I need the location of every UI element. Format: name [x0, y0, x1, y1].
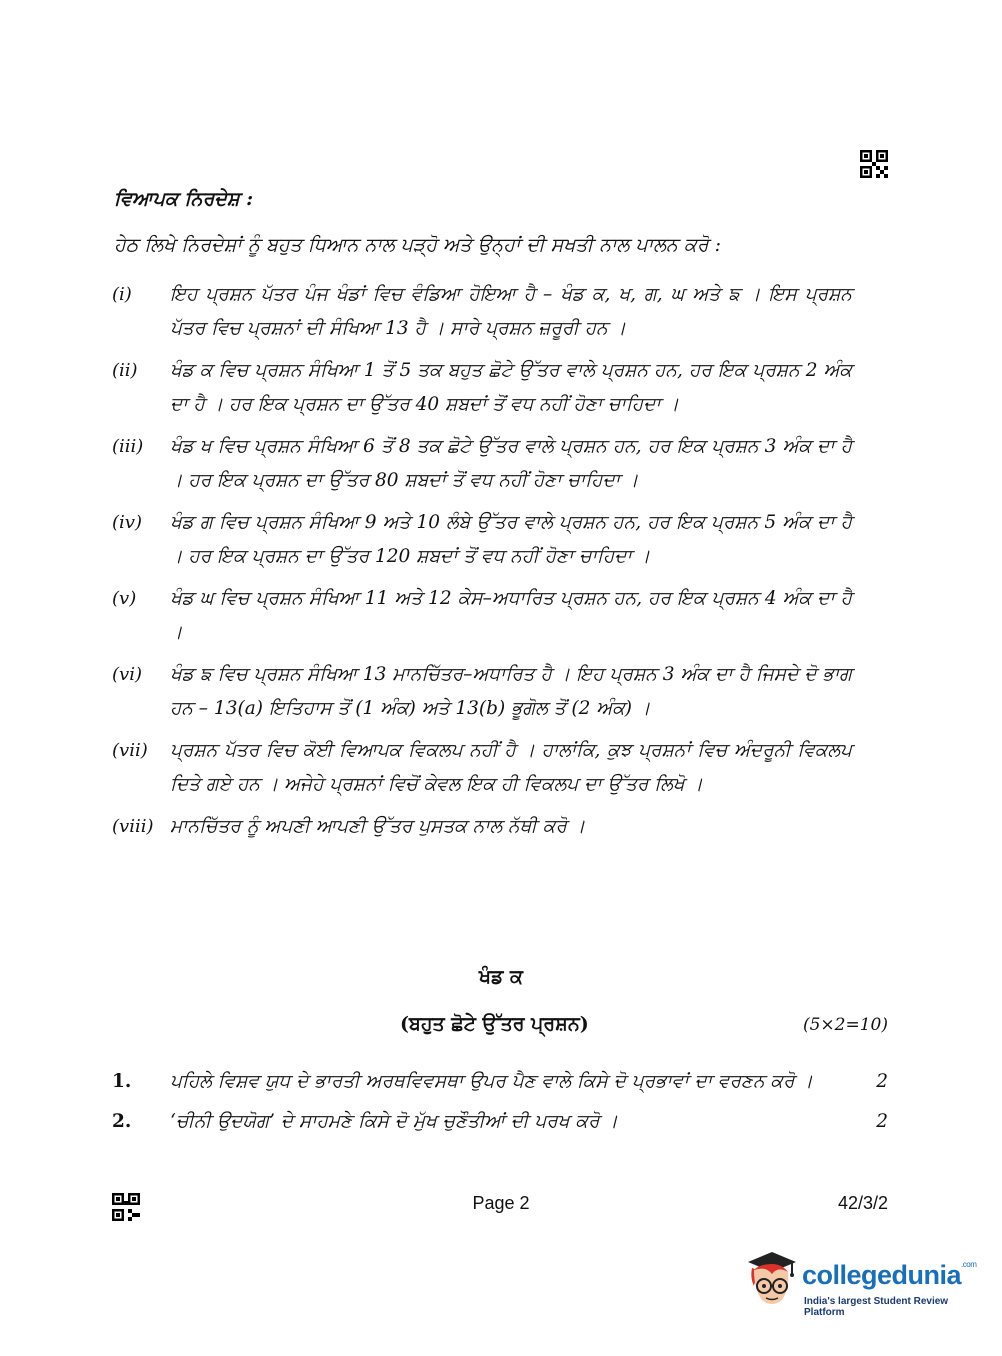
instruction-number: (vii) — [112, 740, 148, 761]
instruction-number: (iv) — [112, 512, 142, 533]
instruction-text: ਖੰਡ ਗ ਵਿਚ ਪ੍ਰਸ਼ਨ ਸੰਖਿਆ 9 ਅਤੇ 10 ਲੰਬੇ ਉੱਤਰ ਵਾਲੇ ਪ੍ਰਸ਼ਨ ਹਨ, ਹਰ ਇਕ ਪ੍ਰਸ਼ਨ 5 ਅੰਕ ਦਾ ਹੈ । ਹਰ ਇਕ ਪ੍ਰਸ਼ਨ ਦਾ ਉੱਤਰ 120 ਸ਼ਬਦਾਂ ਤੋਂ ਵਧ ਨਹੀਂ ਹੋਣਾ ਚਾਹਿਦਾ । — [170, 512, 852, 567]
question-marks: 2 — [876, 1111, 888, 1132]
instructions-intro: ਹੇਠ ਲਿਖੇ ਨਿਰਦੇਸ਼ਾਂ ਨੂੰ ਬਹੁਤ ਧਿਆਨ ਨਾਲ ਪੜ੍ਹੋ ਅਤੇ ਉਨ੍ਹਾਂ ਦੀ ਸਖਤੀ ਨਾਲ ਪਾਲਨ ਕਰੋ : — [114, 234, 722, 256]
question-marks: 2 — [876, 1071, 888, 1092]
instruction-number: (vi) — [112, 664, 142, 685]
instruction-item — [112, 582, 852, 650]
question-number: 2. — [112, 1111, 132, 1132]
instruction-item — [112, 810, 852, 844]
instruction-text: ਖੰਡ ਘ ਵਿਚ ਪ੍ਰਸ਼ਨ ਸੰਖਿਆ 11 ਅਤੇ 12 ਕੇਸ–ਅਧਾਰਿਤ ਪ੍ਰਸ਼ਨ ਹਨ, ਹਰ ਇਕ ਪ੍ਰਸ਼ਨ 4 ਅੰਕ ਦਾ ਹੈ । — [170, 588, 852, 643]
instruction-text: ਪ੍ਰਸ਼ਨ ਪੱਤਰ ਵਿਚ ਕੋਈ ਵਿਆਪਕ ਵਿਕਲਪ ਨਹੀਂ ਹੈ । ਹਾਲਾਂਕਿ, ਕੁਝ ਪ੍ਰਸ਼ਨਾਂ ਵਿਚ ਅੰਦਰੂਨੀ ਵਿਕਲਪ ਦਿਤੇ ਗਏ ਹਨ । ਅਜੇਹੇ ਪ੍ਰਸ਼ਨਾਂ ਵਿਚੋਂ ਕੇਵਲ ਇਕ ਹੀ ਵਿਕਲਪ ਦਾ ਉੱਤਰ ਲਿਖੋ । — [170, 740, 852, 795]
section-title: ਖੰਡ ਕ — [479, 966, 523, 988]
instruction-item — [112, 278, 852, 346]
page-number: Page 2 — [472, 1193, 530, 1213]
instruction-number: (viii) — [112, 816, 154, 837]
student-mascot-icon — [742, 1248, 798, 1314]
paper-code: 42/3/2 — [837, 1193, 888, 1213]
general-instructions-title: ਵਿਆਪਕ ਨਿਰਦੇਸ਼ : — [114, 188, 254, 210]
section-subtitle: (ਬਹੁਤ ਛੋਟੇ ਉੱਤਰ ਪ੍ਰਸ਼ਨ) — [400, 1013, 589, 1035]
instruction-item — [112, 354, 852, 422]
instruction-text: ਖੰਡ ਙ ਵਿਚ ਪ੍ਰਸ਼ਨ ਸੰਖਿਆ 13 ਮਾਨਚਿੱਤਰ–ਅਧਾਰਿਤ ਹੈ । ਇਹ ਪ੍ਰਸ਼ਨ 3 ਅੰਕ ਦਾ ਹੈ ਜਿਸਦੇ ਦੋ ਭਾਗ ਹਨ – 13(a) ਇਤਿਹਾਸ ਤੋਂ (1 ਅੰਕ) ਅਤੇ 13(b) ਭੂਗੋਲ ਤੋਂ (2 ਅੰਕ) । — [170, 664, 852, 719]
instruction-text: ਖੰਡ ਖ ਵਿਚ ਪ੍ਰਸ਼ਨ ਸੰਖਿਆ 6 ਤੋਂ 8 ਤਕ ਛੋਟੇ ਉੱਤਰ ਵਾਲੇ ਪ੍ਰਸ਼ਨ ਹਨ, ਹਰ ਇਕ ਪ੍ਰਸ਼ਨ 3 ਅੰਕ ਦਾ ਹੈ । ਹਰ ਇਕ ਪ੍ਰਸ਼ਨ ਦਾ ਉੱਤਰ 80 ਸ਼ਬਦਾਂ ਤੋਂ ਵਧ ਨਹੀਂ ਹੋਣਾ ਚਾਹਿਦਾ । — [170, 436, 852, 491]
instruction-item — [112, 658, 852, 726]
brand-suffix: .com — [961, 1260, 977, 1269]
instruction-item — [112, 734, 852, 802]
question-text: ‘ਚੀਨੀ ਉਦਯੋਗ’ ਦੇ ਸਾਹਮਣੇ ਕਿਸੇ ਦੋ ਮੁੱਖ ਚੁਣੌਤੀਆਂ ਦੀ ਪਰਖ ਕਰੋ । — [170, 1111, 618, 1132]
brand-name-text: collegedunia — [802, 1260, 962, 1290]
instruction-number: (i) — [112, 284, 132, 305]
instruction-item — [112, 506, 852, 574]
qr-code-top-icon — [860, 150, 888, 178]
questions-list — [112, 1064, 888, 1140]
instruction-number: (v) — [112, 588, 137, 609]
question-item — [112, 1064, 888, 1100]
section-marks: (5×2=10) — [802, 1015, 888, 1035]
question-text: ਪਹਿਲੇ ਵਿਸ਼ਵ ਯੁਧ ਦੇ ਭਾਰਤੀ ਅਰਥਵਿਵਸਥਾ ਉਪਰ ਪੈਣ ਵਾਲੇ ਕਿਸੇ ਦੋ ਪ੍ਰਭਾਵਾਂ ਦਾ ਵਰਣਨ ਕਰੋ । — [170, 1071, 813, 1092]
instructions-list — [112, 278, 852, 844]
collegedunia-watermark[interactable] — [742, 1248, 977, 1318]
instruction-number: (iii) — [112, 436, 144, 457]
instruction-text: ਇਹ ਪ੍ਰਸ਼ਨ ਪੱਤਰ ਪੰਜ ਖੰਡਾਂ ਵਿਚ ਵੰਡਿਆ ਹੋਇਆ ਹੈ – ਖੰਡ ਕ, ਖ, ਗ, ਘ ਅਤੇ ਙ । ਇਸ ਪ੍ਰਸ਼ਨ ਪੱਤਰ ਵਿਚ ਪ੍ਰਸ਼ਨਾਂ ਦੀ ਸੰਖਿਆ 13 ਹੈ । ਸਾਰੇ ਪ੍ਰਸ਼ਨ ਜ਼ਰੂਰੀ ਹਨ । — [170, 284, 852, 339]
brand-name — [802, 1260, 976, 1291]
question-item — [112, 1104, 888, 1140]
instruction-number: (ii) — [112, 360, 138, 381]
instruction-item — [112, 430, 852, 498]
brand-tagline: India's largest Student Review Platform — [804, 1296, 949, 1318]
instruction-text: ਮਾਨਚਿੱਤਰ ਨੂੰ ਅਪਣੀ ਆਪਣੀ ਉੱਤਰ ਪੁਸਤਕ ਨਾਲ ਨੱਥੀ ਕਰੋ । — [170, 816, 586, 837]
question-number: 1. — [112, 1071, 132, 1092]
instruction-text: ਖੰਡ ਕ ਵਿਚ ਪ੍ਰਸ਼ਨ ਸੰਖਿਆ 1 ਤੋਂ 5 ਤਕ ਬਹੁਤ ਛੋਟੇ ਉੱਤਰ ਵਾਲੇ ਪ੍ਰਸ਼ਨ ਹਨ, ਹਰ ਇਕ ਪ੍ਰਸ਼ਨ 2 ਅੰਕ ਦਾ ਹੈ । ਹਰ ਇਕ ਪ੍ਰਸ਼ਨ ਦਾ ਉੱਤਰ 40 ਸ਼ਬਦਾਂ ਤੋਂ ਵਧ ਨਹੀਂ ਹੋਣਾ ਚਾਹਿਦਾ । — [170, 360, 852, 415]
